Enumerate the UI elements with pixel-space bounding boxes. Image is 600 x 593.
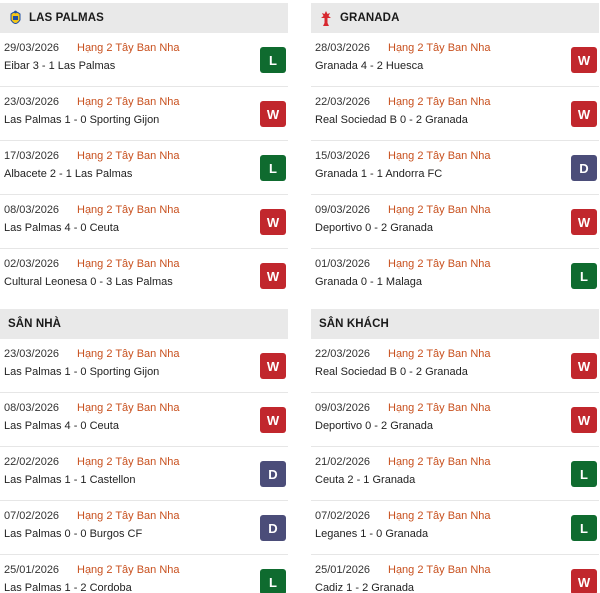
- match-row[interactable]: [0, 33, 288, 87]
- result-badge: L: [571, 461, 597, 487]
- match-score: Leganes 1 - 0 Granada: [315, 528, 429, 540]
- result-badge: W: [571, 47, 597, 73]
- match-list: [311, 33, 599, 303]
- section-header-home: [0, 309, 288, 339]
- match-date: 08/03/2026: [4, 402, 60, 414]
- result-badge: W: [260, 353, 286, 379]
- match-score: Las Palmas 1 - 1 Castellon: [4, 474, 136, 486]
- match-list: [311, 339, 599, 593]
- match-date: 28/03/2026: [315, 42, 371, 54]
- league-link[interactable]: Hạng 2 Tây Ban Nha: [77, 402, 180, 414]
- result-badge: L: [260, 47, 286, 73]
- match-row[interactable]: [0, 393, 288, 447]
- match-date: 23/03/2026: [4, 96, 60, 108]
- match-date: 23/03/2026: [4, 348, 60, 360]
- result-badge: D: [571, 155, 597, 181]
- result-badge: W: [260, 407, 286, 433]
- match-date: 22/03/2026: [315, 96, 371, 108]
- match-list: [0, 33, 288, 303]
- match-score: Las Palmas 1 - 0 Sporting Gijon: [4, 114, 160, 126]
- match-row[interactable]: [311, 447, 599, 501]
- league-link[interactable]: Hạng 2 Tây Ban Nha: [388, 96, 491, 108]
- match-row[interactable]: [311, 249, 599, 303]
- match-row[interactable]: [311, 141, 599, 195]
- league-link[interactable]: Hạng 2 Tây Ban Nha: [388, 456, 491, 468]
- match-date: 09/03/2026: [315, 402, 371, 414]
- match-row[interactable]: [0, 141, 288, 195]
- recent-form-group: [311, 3, 599, 303]
- match-row[interactable]: [0, 501, 288, 555]
- match-date: 22/02/2026: [4, 456, 60, 468]
- result-badge: W: [571, 407, 597, 433]
- match-row[interactable]: [311, 195, 599, 249]
- match-row[interactable]: [0, 555, 288, 593]
- league-link[interactable]: Hạng 2 Tây Ban Nha: [77, 96, 180, 108]
- match-date: 02/03/2026: [4, 258, 60, 270]
- section-title: SÂN KHÁCH: [319, 318, 389, 330]
- result-badge: L: [260, 155, 286, 181]
- league-link[interactable]: Hạng 2 Tây Ban Nha: [77, 456, 180, 468]
- match-date: 07/02/2026: [4, 510, 60, 522]
- league-link[interactable]: Hạng 2 Tây Ban Nha: [77, 258, 180, 270]
- league-link[interactable]: Hạng 2 Tây Ban Nha: [77, 42, 180, 54]
- league-link[interactable]: Hạng 2 Tây Ban Nha: [388, 204, 491, 216]
- result-badge: L: [571, 515, 597, 541]
- result-badge: D: [260, 515, 286, 541]
- team-name: GRANADA: [340, 12, 400, 24]
- recent-form-group: [0, 3, 288, 303]
- match-row[interactable]: [311, 339, 599, 393]
- league-link[interactable]: Hạng 2 Tây Ban Nha: [388, 42, 491, 54]
- team-header: [0, 3, 288, 33]
- team-name: LAS PALMAS: [29, 12, 104, 24]
- match-score: Eibar 3 - 1 Las Palmas: [4, 60, 116, 72]
- match-score: Real Sociedad B 0 - 2 Granada: [315, 366, 468, 378]
- match-score: Cadiz 1 - 2 Granada: [315, 582, 415, 593]
- match-row[interactable]: [311, 87, 599, 141]
- match-date: 25/01/2026: [4, 564, 60, 576]
- match-date: 22/03/2026: [315, 348, 371, 360]
- match-row[interactable]: [0, 339, 288, 393]
- match-score: Cultural Leonesa 0 - 3 Las Palmas: [4, 276, 173, 288]
- granada-column: [311, 3, 599, 593]
- las-palmas-crest-icon: [8, 9, 22, 27]
- match-row[interactable]: [0, 195, 288, 249]
- match-score: Deportivo 0 - 2 Granada: [315, 420, 434, 432]
- granada-crest-icon: [319, 9, 333, 27]
- match-row[interactable]: [311, 393, 599, 447]
- result-badge: L: [260, 569, 286, 593]
- result-badge: W: [260, 101, 286, 127]
- league-link[interactable]: Hạng 2 Tây Ban Nha: [388, 258, 491, 270]
- match-row[interactable]: [311, 555, 599, 593]
- match-date: 08/03/2026: [4, 204, 60, 216]
- match-score: Ceuta 2 - 1 Granada: [315, 474, 416, 486]
- match-date: 07/02/2026: [315, 510, 371, 522]
- match-score: Las Palmas 1 - 2 Cordoba: [4, 582, 132, 593]
- match-score: Las Palmas 0 - 0 Burgos CF: [4, 528, 143, 540]
- league-link[interactable]: Hạng 2 Tây Ban Nha: [388, 564, 491, 576]
- match-date: 25/01/2026: [315, 564, 371, 576]
- match-row[interactable]: [0, 87, 288, 141]
- match-score: Granada 1 - 1 Andorra FC: [315, 168, 443, 180]
- match-row[interactable]: [311, 501, 599, 555]
- league-link[interactable]: Hạng 2 Tây Ban Nha: [77, 204, 180, 216]
- match-score: Las Palmas 4 - 0 Ceuta: [4, 222, 119, 234]
- league-link[interactable]: Hạng 2 Tây Ban Nha: [77, 564, 180, 576]
- match-row[interactable]: [0, 447, 288, 501]
- away-matches-group: [311, 309, 599, 593]
- match-list: [0, 339, 288, 593]
- match-date: 29/03/2026: [4, 42, 60, 54]
- league-link[interactable]: Hạng 2 Tây Ban Nha: [77, 510, 180, 522]
- match-row[interactable]: [0, 249, 288, 303]
- match-score: Las Palmas 1 - 0 Sporting Gijon: [4, 366, 160, 378]
- las-palmas-column: [0, 3, 288, 593]
- result-badge: W: [571, 101, 597, 127]
- match-date: 15/03/2026: [315, 150, 371, 162]
- match-date: 21/02/2026: [315, 456, 371, 468]
- match-row[interactable]: [311, 33, 599, 87]
- result-badge: D: [260, 461, 286, 487]
- result-badge: W: [260, 263, 286, 289]
- match-score: Granada 0 - 1 Malaga: [315, 276, 423, 288]
- match-date: 01/03/2026: [315, 258, 371, 270]
- league-link[interactable]: Hạng 2 Tây Ban Nha: [388, 510, 491, 522]
- league-link[interactable]: Hạng 2 Tây Ban Nha: [388, 348, 491, 360]
- result-badge: W: [571, 209, 597, 235]
- match-date: 09/03/2026: [315, 204, 371, 216]
- match-score: Albacete 2 - 1 Las Palmas: [4, 168, 133, 180]
- result-badge: W: [260, 209, 286, 235]
- section-title: SÂN NHÀ: [8, 318, 62, 330]
- match-date: 17/03/2026: [4, 150, 60, 162]
- league-link[interactable]: Hạng 2 Tây Ban Nha: [388, 402, 491, 414]
- match-score: Granada 4 - 2 Huesca: [315, 60, 424, 72]
- match-score: Real Sociedad B 0 - 2 Granada: [315, 114, 468, 126]
- match-score: Deportivo 0 - 2 Granada: [315, 222, 434, 234]
- league-link[interactable]: Hạng 2 Tây Ban Nha: [77, 348, 180, 360]
- match-score: Las Palmas 4 - 0 Ceuta: [4, 420, 119, 432]
- team-header: [311, 3, 599, 33]
- league-link[interactable]: Hạng 2 Tây Ban Nha: [77, 150, 180, 162]
- section-header-away: [311, 309, 599, 339]
- league-link[interactable]: Hạng 2 Tây Ban Nha: [388, 150, 491, 162]
- result-badge: W: [571, 353, 597, 379]
- result-badge: W: [571, 569, 597, 593]
- result-badge: L: [571, 263, 597, 289]
- home-matches-group: [0, 309, 288, 593]
